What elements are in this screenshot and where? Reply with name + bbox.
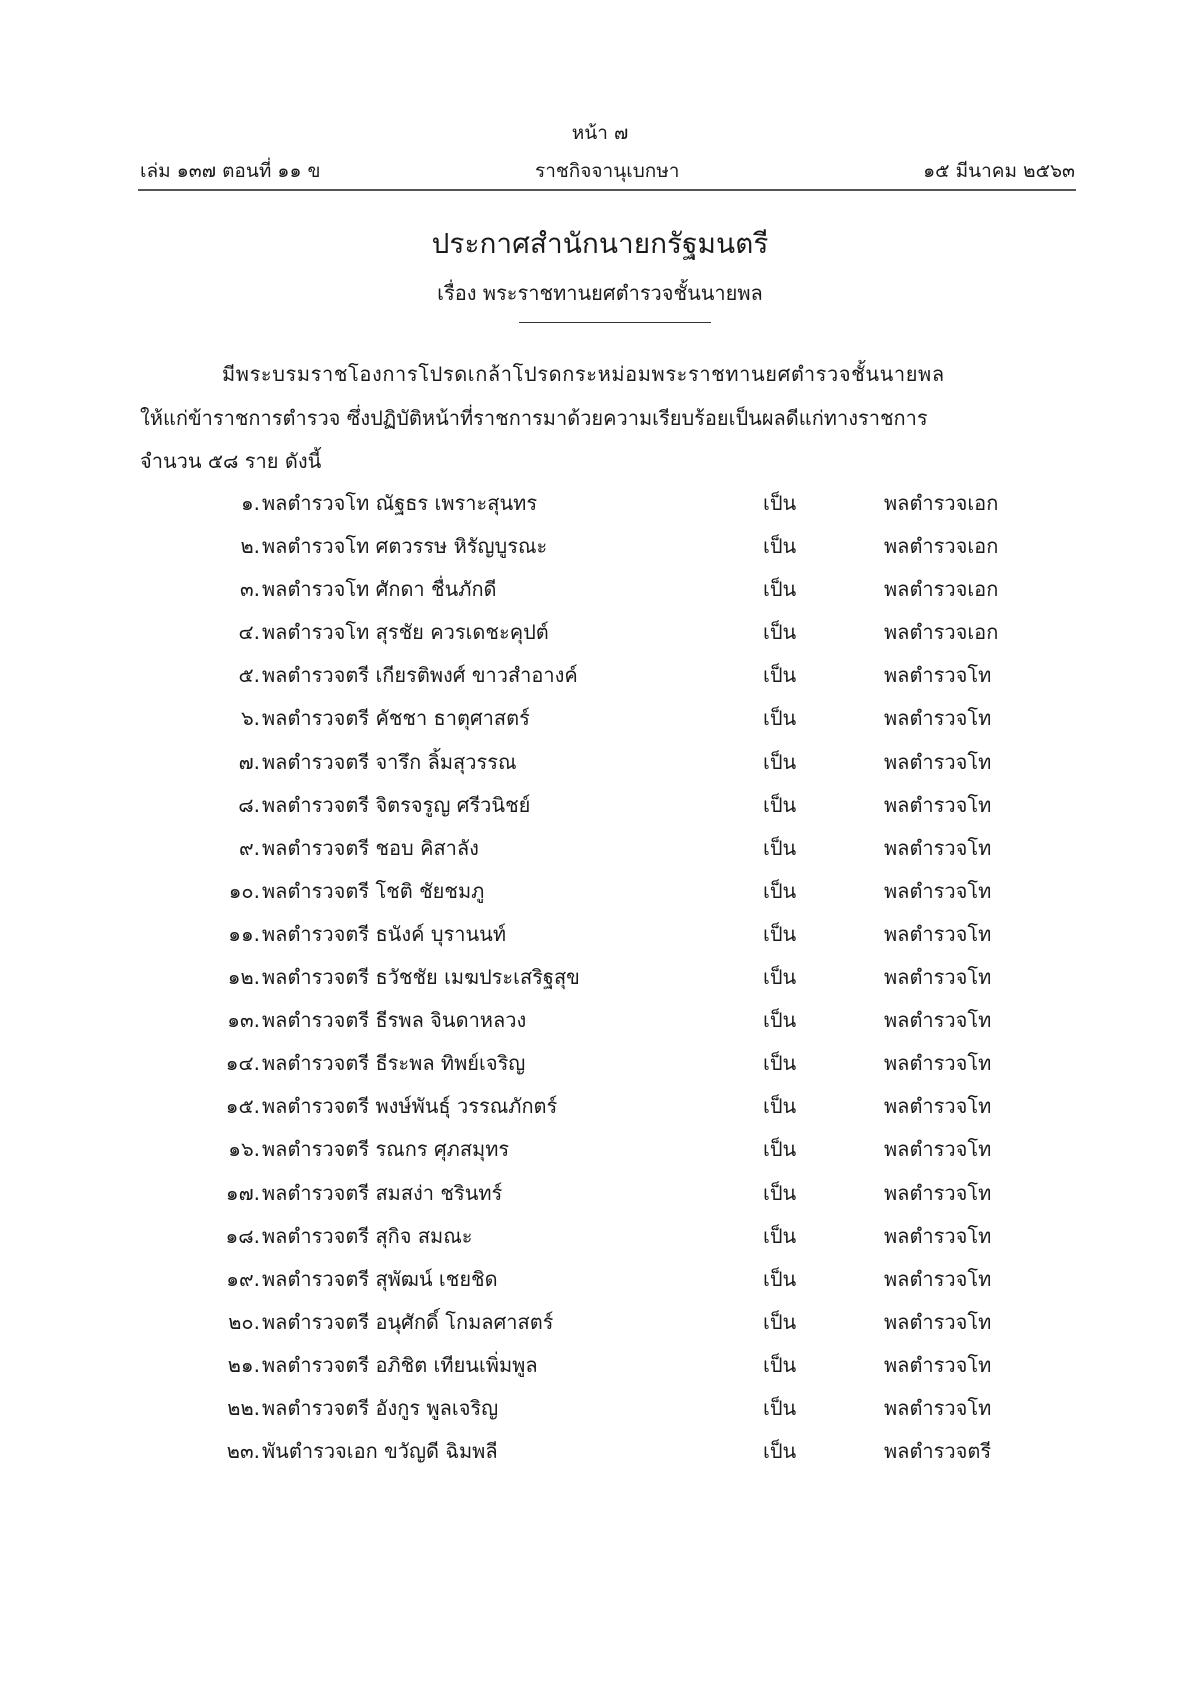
new-rank: พลตำรวจโท [884,1309,992,1334]
list-item [0,1133,1200,1176]
title-divider [519,322,711,323]
new-rank: พลตำรวจโท [884,1266,992,1291]
new-rank: พลตำรวจโท [884,1008,992,1033]
document-subject: เรื่อง พระราชทานยศตำรวจชั้นนายพล [437,281,763,305]
officer-name: พลตำรวจตรี จารึก ลิ้มสุวรรณ [262,749,517,774]
as-label: เป็น [763,749,797,774]
item-number: ๕. [238,663,260,688]
officer-name: พลตำรวจตรี ธีรพล จินดาหลวง [262,1008,527,1033]
list-item [0,789,1200,832]
officer-name: พลตำรวจตรี สุกิจ สมณะ [262,1223,473,1248]
officer-name: พลตำรวจตรี อภิชิต เทียนเพิ่มพูล [262,1352,538,1377]
officer-name: พลตำรวจโท ณัฐธร เพราะสุนทร [262,491,538,515]
item-number: ๖. [240,706,260,731]
new-rank: พลตำรวจโท [884,878,992,903]
list-item [0,702,1200,745]
as-label: เป็น [763,1439,797,1464]
item-number: ๑๕. [225,1094,260,1119]
as-label: เป็น [763,1266,797,1291]
as-label: เป็น [763,1008,797,1033]
new-rank: พลตำรวจโท [884,706,992,731]
as-label: เป็น [763,792,797,817]
item-number: ๑. [240,491,260,515]
item-number: ๑๑. [228,921,260,946]
as-label: เป็น [763,663,797,688]
list-item [0,1220,1200,1263]
officer-name: พลตำรวจตรี อังกูร พูลเจริญ [262,1395,499,1420]
as-label: เป็น [763,1395,797,1420]
as-label: เป็น [763,706,797,731]
publication-name: ราชกิจจานุเบกษา [535,160,680,182]
list-item [0,918,1200,961]
officer-name: พลตำรวจโท สุรชัย ควรเดชะคุปต์ [262,620,549,645]
new-rank: พลตำรวจโท [884,1094,992,1119]
list-item [0,573,1200,616]
item-number: ๑๙. [226,1266,260,1291]
list-item [0,832,1200,875]
new-rank: พลตำรวจเอก [884,620,999,645]
promotion-list [0,487,1200,1478]
as-label: เป็น [763,965,797,990]
officer-name: พลตำรวจตรี พงษ์พันธุ์ วรรณภักตร์ [262,1094,558,1119]
list-item [0,487,1200,530]
list-item [0,1004,1200,1047]
officer-name: พลตำรวจตรี อนุศักดิ์ โกมลศาสตร์ [262,1309,554,1334]
as-label: เป็น [763,1309,797,1334]
new-rank: พลตำรวจโท [884,663,992,688]
list-item [0,1435,1200,1478]
as-label: เป็น [763,577,797,602]
officer-name: พลตำรวจตรี ธวัชชัย เมฆประเสริฐสุข [262,965,580,990]
officer-name: พลตำรวจโท ศักดา ชื่นภักดี [262,577,497,602]
as-label: เป็น [763,1180,797,1205]
new-rank: พลตำรวจตรี [884,1439,992,1464]
item-number: ๒๐. [228,1309,260,1334]
item-number: ๒๒. [227,1395,260,1420]
as-label: เป็น [763,620,797,645]
document-title: ประกาศสำนักนายกรัฐมนตรี [431,227,769,260]
list-item [0,616,1200,659]
item-number: ๑๔. [225,1051,260,1076]
as-label: เป็น [763,1352,797,1377]
new-rank: พลตำรวจโท [884,835,992,860]
officer-name: พลตำรวจโท ศตวรรษ หิรัญบูรณะ [262,534,548,559]
list-item [0,1263,1200,1306]
as-label: เป็น [763,1094,797,1119]
new-rank: พลตำรวจโท [884,1137,992,1162]
officer-name: พลตำรวจตรี ธีระพล ทิพย์เจริญ [262,1051,526,1076]
volume-issue: เล่ม ๑๓๗ ตอนที่ ๑๑ ข [140,160,321,182]
item-number: ๘. [238,792,260,817]
new-rank: พลตำรวจโท [884,792,992,817]
list-item [0,1090,1200,1133]
officer-name: พลตำรวจตรี เกียรติพงศ์ ขาวสำอางค์ [262,663,578,688]
publication-date: ๑๕ มีนาคม ๒๕๖๓ [923,160,1075,182]
item-number: ๒๑. [227,1352,260,1377]
officer-name: พลตำรวจตรี สุพัฒน์ เชยชิด [262,1266,498,1291]
item-number: ๑๘. [225,1223,260,1248]
item-number: ๑๖. [228,1137,260,1162]
list-item [0,1349,1200,1392]
item-number: ๙. [238,835,260,860]
officer-name: พลตำรวจตรี คัชชา ธาตุศาสตร์ [262,706,530,731]
list-item [0,1392,1200,1435]
list-item [0,746,1200,789]
new-rank: พลตำรวจเอก [884,534,999,559]
item-number: ๑๓. [227,1008,260,1033]
officer-name: พลตำรวจตรี ชอบ คิสาลัง [262,835,479,860]
item-number: ๑๐. [228,878,260,903]
as-label: เป็น [763,921,797,946]
as-label: เป็น [763,1051,797,1076]
list-item [0,1306,1200,1349]
gazette-header [140,156,1075,186]
as-label: เป็น [763,1223,797,1248]
list-item [0,961,1200,1004]
item-number: ๒๓. [226,1439,260,1464]
officer-name: พลตำรวจตรี รณกร ศุภสมุทร [262,1137,510,1162]
new-rank: พลตำรวจเอก [884,577,999,602]
officer-name: พลตำรวจตรี สมสง่า ชรินทร์ [262,1180,503,1205]
list-item [0,1047,1200,1090]
list-item [0,1177,1200,1220]
item-number: ๑๒. [227,965,260,990]
new-rank: พลตำรวจเอก [884,491,999,515]
new-rank: พลตำรวจโท [884,921,992,946]
paragraph-line-1: มีพระบรมราชโองการโปรดเกล้าโปรดกระหม่อมพระราชทานยศตำรวจชั้นนายพล [222,362,945,386]
new-rank: พลตำรวจโท [884,965,992,990]
new-rank: พลตำรวจโท [884,1395,992,1420]
list-item [0,659,1200,702]
as-label: เป็น [763,534,797,559]
paragraph-line-3: จำนวน ๕๘ ราย ดังนี้ [140,449,322,473]
item-number: ๗. [238,749,260,774]
new-rank: พลตำรวจโท [884,749,992,774]
new-rank: พลตำรวจโท [884,1051,992,1076]
page-number: หน้า ๗ [571,122,629,144]
officer-name: พลตำรวจตรี โชติ ชัยชมภู [262,878,485,903]
new-rank: พลตำรวจโท [884,1180,992,1205]
list-item [0,530,1200,573]
as-label: เป็น [763,835,797,860]
as-label: เป็น [763,491,797,515]
header-divider [138,189,1076,191]
paragraph-line-2: ให้แก่ข้าราชการตำรวจ ซึ่งปฏิบัติหน้าที่ราชการมาด้วยความเรียบร้อยเป็นผลดีแก่ทางราชการ [140,406,928,430]
officer-name: พลตำรวจตรี จิตรจรูญ ศรีวนิชย์ [262,792,531,817]
new-rank: พลตำรวจโท [884,1352,992,1377]
new-rank: พลตำรวจโท [884,1223,992,1248]
item-number: ๓. [239,577,260,602]
item-number: ๒. [240,534,260,559]
as-label: เป็น [763,1137,797,1162]
item-number: ๑๗. [225,1180,260,1205]
officer-name: พลตำรวจตรี ธนังค์ บุรานนท์ [262,921,507,946]
officer-name: พันตำรวจเอก ขวัญดี ฉิมพลี [262,1439,498,1464]
as-label: เป็น [763,878,797,903]
list-item [0,875,1200,918]
item-number: ๔. [238,620,260,645]
